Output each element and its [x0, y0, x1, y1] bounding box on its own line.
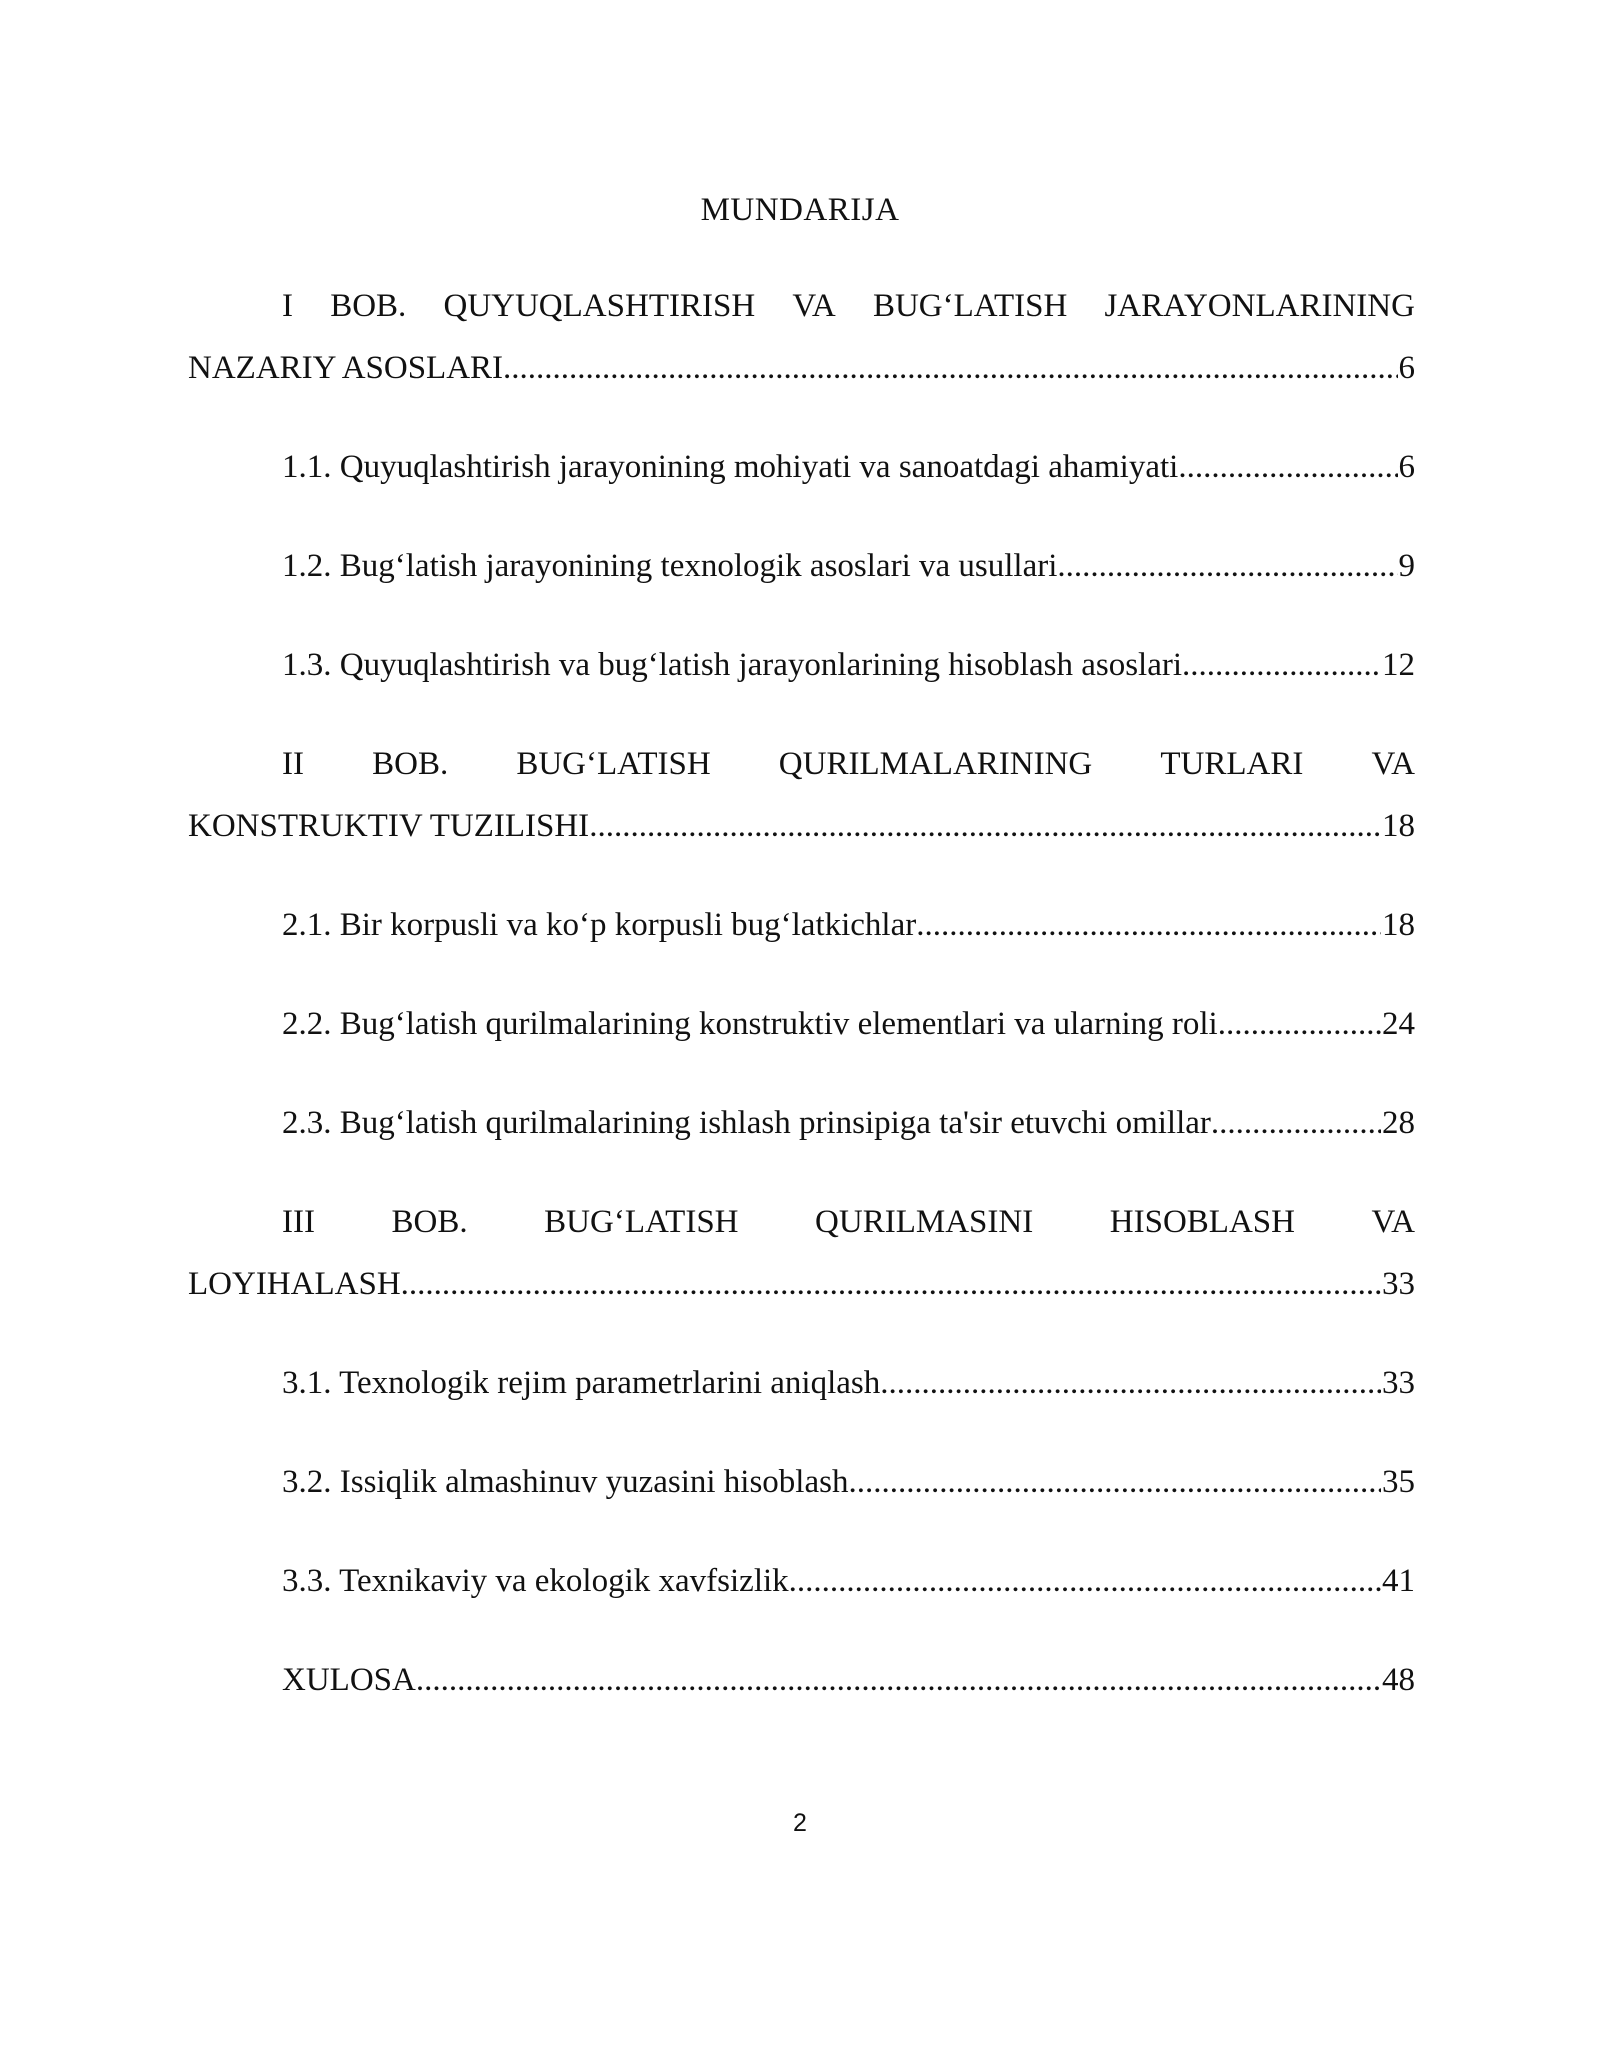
toc-chapter-2-line-1 — [282, 744, 1415, 784]
dot-leader — [589, 806, 1381, 846]
dot-leader — [789, 1561, 1381, 1601]
toc-entry-text: 3.3. Texnikaviy va ekologik xavfsizlik — [282, 1563, 789, 1599]
toc-section-1-3[interactable] — [282, 645, 1415, 685]
toc-word: QURILMALARINING — [778, 746, 1093, 782]
dot-leader — [401, 1264, 1381, 1304]
dot-leader — [1057, 546, 1397, 586]
toc-entry-text: 2.1. Bir korpusli va ko‘p korpusli bug‘latkichlar — [282, 907, 917, 943]
toc-word: BUG‘LATISH — [516, 746, 711, 782]
toc-conclusion[interactable] — [282, 1660, 1415, 1700]
toc-word: II — [282, 746, 304, 782]
dot-leader — [1211, 1103, 1381, 1143]
toc-section-3-2[interactable] — [282, 1462, 1415, 1502]
page-title: MUNDARIJA — [700, 192, 900, 228]
toc-page-number: 12 — [1382, 647, 1415, 683]
toc-entry-text: 1.1. Quyuqlashtirish jarayonining mohiyati va sanoatdagi ahamiyati — [282, 449, 1179, 485]
toc-word: BOB. — [372, 746, 449, 782]
toc-page-number: 41 — [1382, 1563, 1415, 1599]
toc-entry-text: NAZARIY ASOSLARI — [188, 350, 504, 386]
toc-section-2-2[interactable] — [282, 1004, 1415, 1044]
toc-entry-text: 3.1. Texnologik rejim parametrlarini aniqlash — [282, 1365, 881, 1401]
dot-leader — [1218, 1004, 1381, 1044]
dot-leader — [880, 1363, 1381, 1403]
toc-page-number: 18 — [1382, 808, 1415, 844]
toc-entry-text: 3.2. Issiqlik almashinuv yuzasini hisoblash — [282, 1464, 849, 1500]
toc-word: VA — [792, 288, 836, 324]
toc-section-2-1[interactable] — [282, 905, 1415, 945]
toc-section-2-3[interactable] — [282, 1103, 1415, 1143]
toc-entry-text: 1.2. Bug‘latish jarayonining texnologik asoslari va usullari — [282, 548, 1058, 584]
toc-section-1-2[interactable] — [282, 546, 1415, 586]
toc-chapter-1-line-2[interactable] — [188, 348, 1415, 388]
toc-page-number: 24 — [1382, 1006, 1415, 1042]
toc-word: BUG‘LATISH — [872, 288, 1068, 324]
toc-entry-text: XULOSA — [282, 1662, 416, 1698]
toc-page-number: 33 — [1382, 1266, 1415, 1302]
toc-chapter-1-line-1 — [282, 286, 1415, 326]
toc-page-number: 6 — [1398, 350, 1415, 386]
toc-entry-text: 2.3. Bug‘latish qurilmalarining ishlash prinsipiga ta'sir etuvchi omillar — [282, 1105, 1211, 1141]
toc-word: VA — [1371, 1204, 1415, 1240]
dot-leader — [848, 1462, 1381, 1502]
toc-chapter-2-line-2[interactable] — [188, 806, 1415, 846]
toc-section-3-3[interactable] — [282, 1561, 1415, 1601]
toc-section-1-1[interactable] — [282, 447, 1415, 487]
toc-page-number: 9 — [1398, 548, 1415, 584]
toc-page-number: 28 — [1382, 1105, 1415, 1141]
toc-page-number: 18 — [1382, 907, 1415, 943]
toc-word: TURLARI — [1160, 746, 1304, 782]
toc-word: BUG‘LATISH — [544, 1204, 739, 1240]
toc-word: BOB. — [391, 1204, 468, 1240]
toc-word: JARAYONLARINING — [1104, 288, 1415, 324]
toc-word: I — [282, 288, 293, 324]
dot-leader — [416, 1660, 1381, 1700]
dot-leader — [916, 905, 1381, 945]
toc-word: QUYUQLASHTIRISH — [443, 288, 756, 324]
toc-word: BOB. — [330, 288, 407, 324]
toc-entry-text: LOYIHALASH — [188, 1266, 401, 1302]
toc-word: QURILMASINI — [815, 1204, 1034, 1240]
toc-page-number: 33 — [1382, 1365, 1415, 1401]
toc-section-3-1[interactable] — [282, 1363, 1415, 1403]
toc-page-number: 35 — [1382, 1464, 1415, 1500]
toc-entry-text: 2.2. Bug‘latish qurilmalarining konstruktiv elementlari va ularning roli — [282, 1006, 1218, 1042]
toc-word: HISOBLASH — [1109, 1204, 1295, 1240]
toc-chapter-3-line-1 — [282, 1202, 1415, 1242]
page-number: 2 — [793, 1809, 807, 1837]
dot-leader — [1182, 645, 1381, 685]
toc-word: VA — [1371, 746, 1415, 782]
toc-word: III — [282, 1204, 315, 1240]
dot-leader — [503, 348, 1397, 388]
toc-chapter-3-line-2[interactable] — [188, 1264, 1415, 1304]
toc-entry-text: KONSTRUKTIV TUZILISHI — [188, 808, 590, 844]
toc-entry-text: 1.3. Quyuqlashtirish va bug‘latish jarayonlarining hisoblash asoslari — [282, 647, 1183, 683]
toc-page-number: 48 — [1382, 1662, 1415, 1698]
toc-page-number: 6 — [1398, 449, 1415, 485]
dot-leader — [1178, 447, 1397, 487]
